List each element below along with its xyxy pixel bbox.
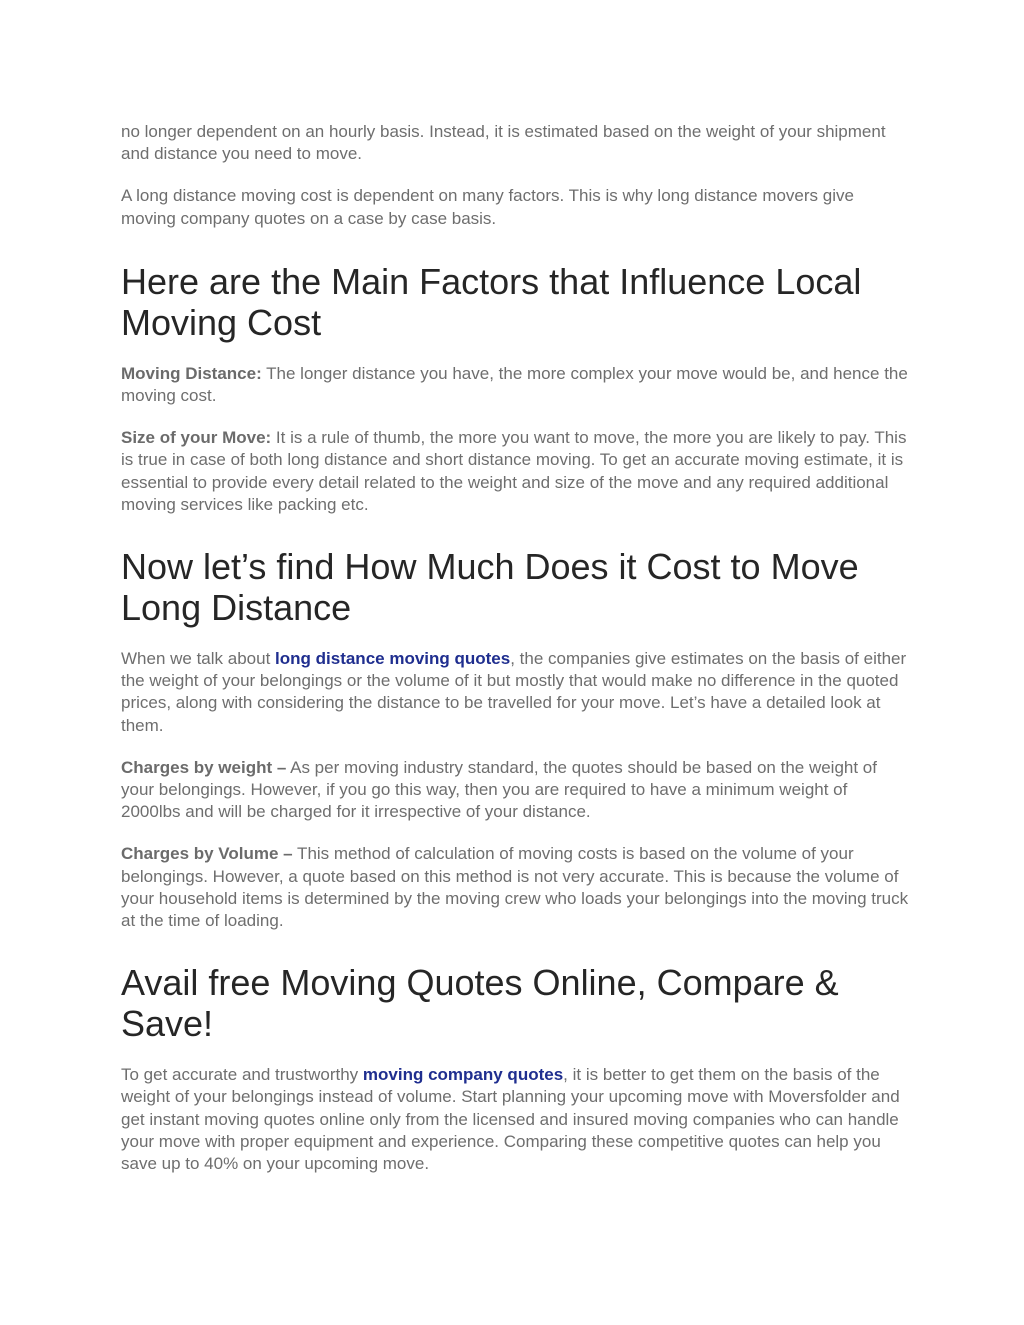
- intro-paragraph-1: no longer dependent on an hourly basis. Instead, it is estimated based on the weight of your shipment and distance you need to move.: [121, 122, 886, 164]
- charges-by-weight-label: Charges by weight –: [121, 757, 287, 777]
- factor-moving-distance: [121, 363, 911, 407]
- moving-company-quotes-link[interactable]: moving company quotes: [362, 1065, 564, 1085]
- factor-moving-distance-text: The longer distance you have, the more complex your move would be, and hence the moving cost.: [121, 363, 908, 406]
- factor-size-of-move-text: It is a rule of thumb, the more you want to move, the more you are likely to pay. This is true in case of both long distance and short distance moving. To get an accurate moving estimate, it is essential to provide every detail related to the weight and size of the move and any required additional moving services like packing etc.: [121, 428, 907, 514]
- charges-by-weight-text: As per moving industry standard, the quotes should be based on the weight of your belongings. However, if you go this way, then you are required to have a minimum weight of 2000lbs and will be charged for it irrespective of your distance.: [121, 757, 877, 822]
- charges-by-volume: [121, 843, 911, 932]
- cost-intro-before: When we talk about: [121, 649, 276, 669]
- document-page: [121, 121, 911, 1175]
- factor-moving-distance-label: Moving Distance:: [121, 363, 262, 383]
- quotes-paragraph: [121, 1064, 911, 1175]
- charges-by-volume-text: This method of calculation of moving costs is based on the volume of your belongings. However, a quote based on this method is not very accurate. This is because the volume of your household items is determined by the moving crew who loads your belongings into the moving truck at the time of loading.: [121, 844, 909, 931]
- cost-intro-after: , the companies give estimates on the basis of either the weight of your belongings or the volume of it but mostly that would make no difference in the quoted prices, along with considering the distance to be travelled for your move. Let’s have a detailed look at them.: [121, 649, 907, 735]
- quotes-after: , it is better to get them on the basis of the weight of your belongings instead of volume. Start planning your upcoming move with Moversfolder and get instant moving quotes online only from the licensed and insured moving companies who can handle your move with proper equipment and experience. Comparing these competitive quotes can help you save up to 40% on your upcoming move.: [121, 1065, 900, 1174]
- factor-size-of-move-label: Size of your Move:: [121, 428, 272, 448]
- intro-paragraph-2: A long distance moving cost is dependent on many factors. This is why long distance movers give moving company quotes on a case by case basis.: [121, 186, 854, 228]
- heading-main-factors: Here are the Main Factors that Influence Local Moving Cost: [121, 260, 862, 343]
- heading-cost-long-distance: Now let’s find How Much Does it Cost to Move Long Distance: [121, 546, 859, 629]
- long-distance-moving-quotes-link[interactable]: long distance moving quotes: [275, 649, 511, 669]
- factor-size-of-move: [121, 427, 911, 516]
- charges-by-volume-label: Charges by Volume –: [121, 844, 293, 864]
- charges-by-weight: [121, 757, 911, 824]
- cost-intro-paragraph: [121, 648, 911, 737]
- heading-free-moving-quotes: Avail free Moving Quotes Online, Compare & Save!: [121, 962, 839, 1045]
- quotes-before: To get accurate and trustworthy: [121, 1065, 363, 1085]
